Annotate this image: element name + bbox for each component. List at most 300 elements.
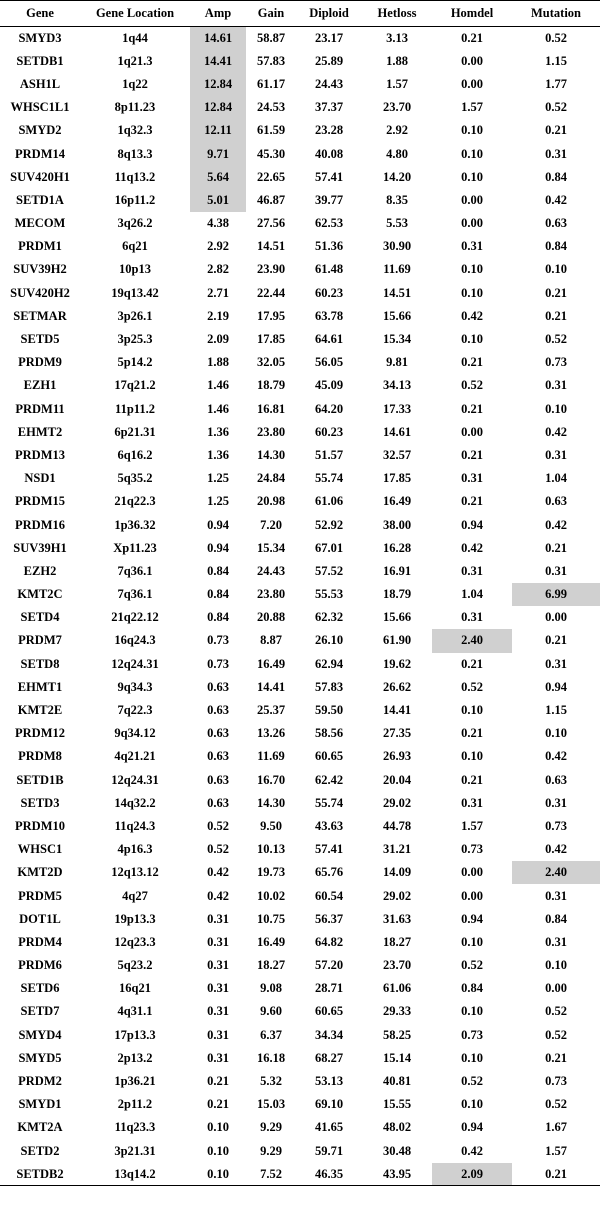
homdel-cell: 0.00 bbox=[461, 888, 483, 903]
location-cell: 9q34.3 bbox=[117, 679, 153, 694]
gain-cell: 46.87 bbox=[256, 192, 286, 207]
location-cell: 1q44 bbox=[122, 30, 148, 45]
gain-cell: 24.53 bbox=[256, 100, 286, 115]
homdel-cell: 2.40 bbox=[432, 629, 512, 652]
gene-cell: PRDM9 bbox=[18, 355, 62, 370]
amp-cell: 0.31 bbox=[207, 958, 229, 973]
location-cell: 6q16.2 bbox=[117, 447, 153, 462]
hetloss-cell: 14.51 bbox=[382, 285, 412, 300]
diploid-cell: 62.53 bbox=[314, 216, 344, 231]
mutation-cell: 0.21 bbox=[545, 1050, 567, 1065]
mutation-cell: 1.77 bbox=[545, 76, 567, 91]
location-cell: 7q36.1 bbox=[117, 587, 153, 602]
table-row bbox=[0, 328, 600, 351]
hetloss-cell: 29.33 bbox=[382, 1004, 412, 1019]
location-cell: Xp11.23 bbox=[113, 540, 157, 555]
homdel-cell: 0.94 bbox=[461, 517, 483, 532]
mutation-cell: 0.84 bbox=[545, 911, 567, 926]
location-cell: 8p11.23 bbox=[114, 100, 156, 115]
diploid-cell: 62.94 bbox=[314, 656, 344, 671]
column-header-diploid: Diploid bbox=[296, 1, 362, 27]
table-row bbox=[0, 1093, 600, 1116]
hetloss-cell: 14.20 bbox=[382, 169, 412, 184]
homdel-cell: 0.52 bbox=[461, 958, 483, 973]
mutation-cell: 0.84 bbox=[545, 239, 567, 254]
diploid-cell: 60.65 bbox=[314, 1004, 344, 1019]
homdel-cell: 0.31 bbox=[461, 471, 483, 486]
hetloss-cell: 61.90 bbox=[382, 633, 412, 648]
homdel-cell: 0.31 bbox=[461, 795, 483, 810]
mutation-cell: 0.10 bbox=[545, 262, 567, 277]
location-cell: 21q22.12 bbox=[111, 610, 159, 625]
amp-cell: 9.71 bbox=[190, 142, 246, 165]
hetloss-cell: 40.81 bbox=[382, 1074, 412, 1089]
diploid-cell: 57.41 bbox=[314, 169, 344, 184]
amp-cell: 0.63 bbox=[207, 795, 229, 810]
gain-cell: 20.88 bbox=[256, 610, 286, 625]
table-row bbox=[0, 838, 600, 861]
table-row bbox=[0, 142, 600, 165]
table-row bbox=[0, 235, 600, 258]
mutation-cell: 0.31 bbox=[545, 146, 567, 161]
location-cell: 12q24.31 bbox=[111, 772, 159, 787]
gene-cell: DOT1L bbox=[19, 911, 61, 926]
hetloss-cell: 15.14 bbox=[382, 1050, 412, 1065]
amp-cell: 0.31 bbox=[207, 981, 229, 996]
table-row bbox=[0, 722, 600, 745]
gain-cell: 9.29 bbox=[260, 1143, 282, 1158]
homdel-cell: 0.42 bbox=[461, 540, 483, 555]
mutation-cell: 0.21 bbox=[545, 285, 567, 300]
table-row bbox=[0, 96, 600, 119]
amp-cell: 1.25 bbox=[207, 494, 229, 509]
diploid-cell: 64.82 bbox=[314, 934, 344, 949]
gain-cell: 15.03 bbox=[256, 1097, 286, 1112]
amp-cell: 0.10 bbox=[207, 1143, 229, 1158]
mutation-cell: 1.15 bbox=[545, 703, 567, 718]
diploid-cell: 63.78 bbox=[314, 308, 344, 323]
table-row bbox=[0, 931, 600, 954]
mutation-cell: 0.31 bbox=[545, 563, 567, 578]
mutation-cell: 1.67 bbox=[545, 1120, 567, 1135]
location-cell: 12q24.31 bbox=[111, 656, 159, 671]
diploid-cell: 62.42 bbox=[314, 772, 344, 787]
homdel-cell: 0.00 bbox=[461, 53, 483, 68]
gain-cell: 10.13 bbox=[256, 842, 286, 857]
hetloss-cell: 29.02 bbox=[382, 888, 412, 903]
table-body bbox=[0, 27, 600, 1186]
hetloss-cell: 38.00 bbox=[382, 517, 412, 532]
hetloss-cell: 17.85 bbox=[382, 471, 412, 486]
gain-cell: 15.34 bbox=[256, 540, 286, 555]
table-row bbox=[0, 676, 600, 699]
gene-cell: SETD4 bbox=[20, 610, 60, 625]
location-cell: 8q13.3 bbox=[117, 146, 153, 161]
gene-cell: KMT2A bbox=[17, 1120, 63, 1135]
mutation-cell: 0.52 bbox=[545, 332, 567, 347]
mutation-cell: 0.73 bbox=[545, 355, 567, 370]
diploid-cell: 41.65 bbox=[314, 1120, 344, 1135]
table-row bbox=[0, 189, 600, 212]
amp-cell: 12.11 bbox=[190, 119, 246, 142]
gene-cell: EZH2 bbox=[23, 563, 57, 578]
hetloss-cell: 30.90 bbox=[382, 239, 412, 254]
gain-cell: 32.05 bbox=[256, 355, 286, 370]
table-row bbox=[0, 1140, 600, 1163]
hetloss-cell: 15.66 bbox=[382, 308, 412, 323]
gene-cell: EHMT2 bbox=[17, 424, 63, 439]
amp-cell: 2.92 bbox=[207, 239, 229, 254]
amp-cell: 1.36 bbox=[207, 424, 229, 439]
table-row bbox=[0, 73, 600, 96]
hetloss-cell: 2.92 bbox=[386, 123, 408, 138]
gain-cell: 16.81 bbox=[256, 401, 286, 416]
amp-cell: 2.19 bbox=[207, 308, 229, 323]
homdel-cell: 0.42 bbox=[461, 308, 483, 323]
mutation-cell: 0.42 bbox=[545, 749, 567, 764]
gene-cell: SETD8 bbox=[20, 656, 60, 671]
gene-cell: PRDM5 bbox=[18, 888, 62, 903]
hetloss-cell: 14.61 bbox=[382, 424, 412, 439]
hetloss-cell: 32.57 bbox=[382, 447, 412, 462]
amp-cell: 0.52 bbox=[207, 842, 229, 857]
table-row bbox=[0, 351, 600, 374]
gain-cell: 7.52 bbox=[246, 1163, 296, 1186]
mutation-cell: 0.21 bbox=[545, 308, 567, 323]
gene-cell: PRDM7 bbox=[18, 633, 62, 648]
hetloss-cell: 30.48 bbox=[382, 1143, 412, 1158]
diploid-cell: 53.13 bbox=[314, 1074, 344, 1089]
homdel-cell: 0.00 bbox=[461, 216, 483, 231]
gene-cell: PRDM4 bbox=[18, 934, 62, 949]
location-cell: 1q22 bbox=[122, 76, 148, 91]
diploid-cell: 60.65 bbox=[314, 749, 344, 764]
amp-cell: 2.71 bbox=[207, 285, 229, 300]
amp-cell: 0.63 bbox=[207, 726, 229, 741]
mutation-cell: 0.42 bbox=[545, 842, 567, 857]
hetloss-cell: 8.35 bbox=[386, 192, 408, 207]
mutation-cell: 0.00 bbox=[545, 981, 567, 996]
location-cell: 3q26.2 bbox=[117, 216, 153, 231]
gene-cell: PRDM15 bbox=[15, 494, 65, 509]
gene-cell: PRDM16 bbox=[15, 517, 65, 532]
diploid-cell: 46.35 bbox=[296, 1163, 362, 1186]
hetloss-cell: 23.70 bbox=[382, 958, 412, 973]
table-row bbox=[0, 444, 600, 467]
diploid-cell: 69.10 bbox=[314, 1097, 344, 1112]
gene-cell: SETD1B bbox=[16, 772, 64, 787]
location-cell: 3p26.1 bbox=[117, 308, 153, 323]
mutation-cell: 0.21 bbox=[512, 1163, 600, 1186]
homdel-cell: 0.21 bbox=[461, 30, 483, 45]
amp-cell: 0.10 bbox=[207, 1120, 229, 1135]
table-row bbox=[0, 884, 600, 907]
homdel-cell: 0.21 bbox=[461, 401, 483, 416]
hetloss-cell: 26.93 bbox=[382, 749, 412, 764]
amp-cell: 0.84 bbox=[207, 587, 229, 602]
column-header-gene-location: Gene Location bbox=[80, 1, 190, 27]
location-cell: 1q21.3 bbox=[117, 53, 153, 68]
amp-cell: 0.31 bbox=[207, 911, 229, 926]
amp-cell: 0.21 bbox=[207, 1074, 229, 1089]
amp-cell: 1.46 bbox=[207, 401, 229, 416]
column-header-hetloss: Hetloss bbox=[362, 1, 432, 27]
gain-cell: 10.75 bbox=[256, 911, 286, 926]
gain-cell: 18.27 bbox=[256, 958, 286, 973]
diploid-cell: 39.77 bbox=[314, 192, 344, 207]
column-header-gene: Gene bbox=[0, 1, 80, 27]
amp-cell: 4.38 bbox=[207, 216, 229, 231]
location-cell: 16q24.3 bbox=[114, 633, 156, 648]
diploid-cell: 23.17 bbox=[314, 30, 344, 45]
gene-cell: SMYD1 bbox=[18, 1097, 62, 1112]
gain-cell: 10.02 bbox=[256, 888, 286, 903]
gene-cell: SUV420H1 bbox=[10, 169, 70, 184]
location-cell: 10p13 bbox=[119, 262, 151, 277]
gain-cell: 16.49 bbox=[256, 934, 286, 949]
table-row bbox=[0, 1116, 600, 1139]
homdel-cell: 0.52 bbox=[461, 378, 483, 393]
table-row bbox=[0, 374, 600, 397]
hetloss-cell: 43.95 bbox=[362, 1163, 432, 1186]
gain-cell: 19.73 bbox=[256, 865, 286, 880]
homdel-cell: 0.10 bbox=[461, 1050, 483, 1065]
gene-cell: EHMT1 bbox=[17, 679, 63, 694]
gain-cell: 16.18 bbox=[256, 1050, 286, 1065]
location-cell: 4q27 bbox=[122, 888, 148, 903]
diploid-cell: 59.71 bbox=[314, 1143, 344, 1158]
mutation-cell: 0.52 bbox=[545, 1097, 567, 1112]
diploid-cell: 60.23 bbox=[314, 285, 344, 300]
homdel-cell: 0.10 bbox=[461, 934, 483, 949]
location-cell: 17p13.3 bbox=[114, 1027, 156, 1042]
diploid-cell: 61.06 bbox=[314, 494, 344, 509]
gene-cell: SMYD4 bbox=[18, 1027, 62, 1042]
mutation-cell: 0.84 bbox=[545, 169, 567, 184]
table-row bbox=[0, 769, 600, 792]
gain-cell: 24.84 bbox=[256, 471, 286, 486]
table-row bbox=[0, 560, 600, 583]
hetloss-cell: 26.62 bbox=[382, 679, 412, 694]
location-cell: 12q23.3 bbox=[114, 934, 156, 949]
amp-cell: 14.61 bbox=[190, 27, 246, 50]
gain-cell: 27.56 bbox=[256, 216, 286, 231]
location-cell: 6q21 bbox=[122, 239, 148, 254]
hetloss-cell: 61.06 bbox=[382, 981, 412, 996]
gene-cell: PRDM2 bbox=[18, 1074, 62, 1089]
table-row bbox=[0, 629, 600, 652]
homdel-cell: 0.31 bbox=[461, 563, 483, 578]
location-cell: 9q34.12 bbox=[114, 726, 156, 741]
location-cell: 1q32.3 bbox=[117, 123, 153, 138]
table-row bbox=[0, 583, 600, 606]
mutation-cell: 0.31 bbox=[545, 934, 567, 949]
table-row bbox=[0, 212, 600, 235]
hetloss-cell: 31.21 bbox=[382, 842, 412, 857]
table-row bbox=[0, 119, 600, 142]
amp-cell: 0.10 bbox=[190, 1163, 246, 1186]
hetloss-cell: 16.28 bbox=[382, 540, 412, 555]
table-row bbox=[0, 537, 600, 560]
homdel-cell: 0.73 bbox=[461, 1027, 483, 1042]
hetloss-cell: 18.79 bbox=[382, 587, 412, 602]
hetloss-cell: 17.33 bbox=[382, 401, 412, 416]
gain-cell: 23.80 bbox=[256, 587, 286, 602]
gene-cell: SETD1A bbox=[16, 192, 64, 207]
homdel-cell: 0.10 bbox=[461, 146, 483, 161]
homdel-cell: 0.31 bbox=[461, 610, 483, 625]
hetloss-cell: 27.35 bbox=[382, 726, 412, 741]
homdel-cell: 1.57 bbox=[461, 100, 483, 115]
homdel-cell: 0.84 bbox=[461, 981, 483, 996]
diploid-cell: 67.01 bbox=[314, 540, 344, 555]
diploid-cell: 40.08 bbox=[314, 146, 344, 161]
homdel-cell: 0.21 bbox=[461, 447, 483, 462]
amp-cell: 0.94 bbox=[207, 517, 229, 532]
location-cell: 19q13.42 bbox=[111, 285, 159, 300]
amp-cell: 0.42 bbox=[207, 865, 229, 880]
mutation-cell: 0.42 bbox=[545, 192, 567, 207]
amp-cell: 2.09 bbox=[207, 332, 229, 347]
hetloss-cell: 16.91 bbox=[382, 563, 412, 578]
hetloss-cell: 23.70 bbox=[382, 100, 412, 115]
diploid-cell: 59.50 bbox=[314, 703, 344, 718]
location-cell: 14q32.2 bbox=[114, 795, 156, 810]
diploid-cell: 34.34 bbox=[314, 1027, 344, 1042]
diploid-cell: 56.05 bbox=[314, 355, 344, 370]
amp-cell: 1.46 bbox=[207, 378, 229, 393]
diploid-cell: 55.74 bbox=[314, 795, 344, 810]
diploid-cell: 60.54 bbox=[314, 888, 344, 903]
column-header-gain: Gain bbox=[246, 1, 296, 27]
gene-cell: SMYD3 bbox=[18, 30, 62, 45]
gene-cell: SUV39H1 bbox=[13, 540, 67, 555]
amp-cell: 5.01 bbox=[190, 189, 246, 212]
hetloss-cell: 29.02 bbox=[382, 795, 412, 810]
gain-cell: 58.87 bbox=[256, 30, 286, 45]
diploid-cell: 24.43 bbox=[314, 76, 344, 91]
location-cell: 4q31.1 bbox=[117, 1004, 153, 1019]
diploid-cell: 64.20 bbox=[314, 401, 344, 416]
mutation-cell: 0.63 bbox=[545, 494, 567, 509]
location-cell: 7q36.1 bbox=[117, 563, 153, 578]
hetloss-cell: 14.09 bbox=[382, 865, 412, 880]
location-cell: 4q21.21 bbox=[114, 749, 156, 764]
location-cell: 1p36.32 bbox=[114, 517, 156, 532]
amp-cell: 0.63 bbox=[207, 772, 229, 787]
diploid-cell: 56.37 bbox=[314, 911, 344, 926]
column-header-amp: Amp bbox=[190, 1, 246, 27]
location-cell: 16p11.2 bbox=[114, 192, 156, 207]
gain-cell: 14.41 bbox=[256, 679, 286, 694]
location-cell: 11q24.3 bbox=[114, 818, 156, 833]
gene-cell: SUV39H2 bbox=[13, 262, 67, 277]
gene-cell: EZH1 bbox=[23, 378, 57, 393]
table-row bbox=[0, 166, 600, 189]
mutation-cell: 0.63 bbox=[545, 216, 567, 231]
gene-cell: PRDM6 bbox=[18, 958, 62, 973]
gene-cell: MECOM bbox=[14, 216, 66, 231]
homdel-cell: 0.94 bbox=[461, 1120, 483, 1135]
homdel-cell: 0.21 bbox=[461, 726, 483, 741]
location-cell: 11q13.2 bbox=[114, 169, 156, 184]
gain-cell: 23.90 bbox=[256, 262, 286, 277]
hetloss-cell: 48.02 bbox=[382, 1120, 412, 1135]
table-row bbox=[0, 513, 600, 536]
hetloss-cell: 14.41 bbox=[382, 703, 412, 718]
amp-cell: 0.94 bbox=[207, 540, 229, 555]
diploid-cell: 57.20 bbox=[314, 958, 344, 973]
homdel-cell: 0.00 bbox=[461, 865, 483, 880]
mutation-cell: 0.31 bbox=[545, 795, 567, 810]
mutation-cell: 2.40 bbox=[512, 861, 600, 884]
table-row bbox=[0, 1047, 600, 1070]
table-row bbox=[0, 1070, 600, 1093]
hetloss-cell: 5.53 bbox=[386, 216, 408, 231]
amp-cell: 12.84 bbox=[190, 96, 246, 119]
gain-cell: 7.20 bbox=[260, 517, 282, 532]
hetloss-cell: 44.78 bbox=[382, 818, 412, 833]
table-row bbox=[0, 258, 600, 281]
diploid-cell: 28.71 bbox=[314, 981, 344, 996]
gene-cell: PRDM14 bbox=[15, 146, 65, 161]
gene-cell: PRDM12 bbox=[15, 726, 65, 741]
gain-cell: 13.26 bbox=[256, 726, 286, 741]
hetloss-cell: 1.57 bbox=[386, 76, 408, 91]
hetloss-cell: 19.62 bbox=[382, 656, 412, 671]
gene-cell: PRDM10 bbox=[15, 818, 65, 833]
table-row bbox=[0, 954, 600, 977]
mutation-cell: 0.31 bbox=[545, 378, 567, 393]
diploid-cell: 43.63 bbox=[314, 818, 344, 833]
amp-cell: 0.42 bbox=[207, 888, 229, 903]
gene-cell: WHSC1L1 bbox=[10, 100, 70, 115]
diploid-cell: 68.27 bbox=[314, 1050, 344, 1065]
diploid-cell: 37.37 bbox=[314, 100, 344, 115]
gain-cell: 9.08 bbox=[260, 981, 282, 996]
gain-cell: 16.49 bbox=[256, 656, 286, 671]
hetloss-cell: 11.69 bbox=[383, 262, 411, 277]
location-cell: 5q35.2 bbox=[117, 471, 153, 486]
table-row bbox=[0, 1000, 600, 1023]
hetloss-cell: 3.13 bbox=[386, 30, 408, 45]
location-cell: 2p13.2 bbox=[117, 1050, 153, 1065]
homdel-cell: 0.21 bbox=[461, 355, 483, 370]
gene-cell: KMT2C bbox=[17, 587, 63, 602]
gain-cell: 25.37 bbox=[256, 703, 286, 718]
mutation-cell: 0.73 bbox=[545, 1074, 567, 1089]
amp-cell: 5.64 bbox=[190, 166, 246, 189]
homdel-cell: 0.10 bbox=[461, 123, 483, 138]
gene-cell: SMYD5 bbox=[18, 1050, 62, 1065]
table-row bbox=[0, 421, 600, 444]
homdel-cell: 0.94 bbox=[461, 911, 483, 926]
amp-cell: 14.41 bbox=[190, 50, 246, 73]
location-cell: 13q14.2 bbox=[80, 1163, 190, 1186]
location-cell: 5q23.2 bbox=[117, 958, 153, 973]
homdel-cell: 0.21 bbox=[461, 656, 483, 671]
location-cell: 21q22.3 bbox=[114, 494, 156, 509]
hetloss-cell: 1.88 bbox=[386, 53, 408, 68]
mutation-cell: 0.42 bbox=[545, 424, 567, 439]
gain-cell: 24.43 bbox=[256, 563, 286, 578]
gene-cell: SETD2 bbox=[20, 1143, 60, 1158]
location-cell: 17q21.2 bbox=[114, 378, 156, 393]
amp-cell: 1.88 bbox=[207, 355, 229, 370]
table-row bbox=[0, 50, 600, 73]
gene-cell: SMYD2 bbox=[18, 123, 62, 138]
homdel-cell: 2.09 bbox=[432, 1163, 512, 1186]
